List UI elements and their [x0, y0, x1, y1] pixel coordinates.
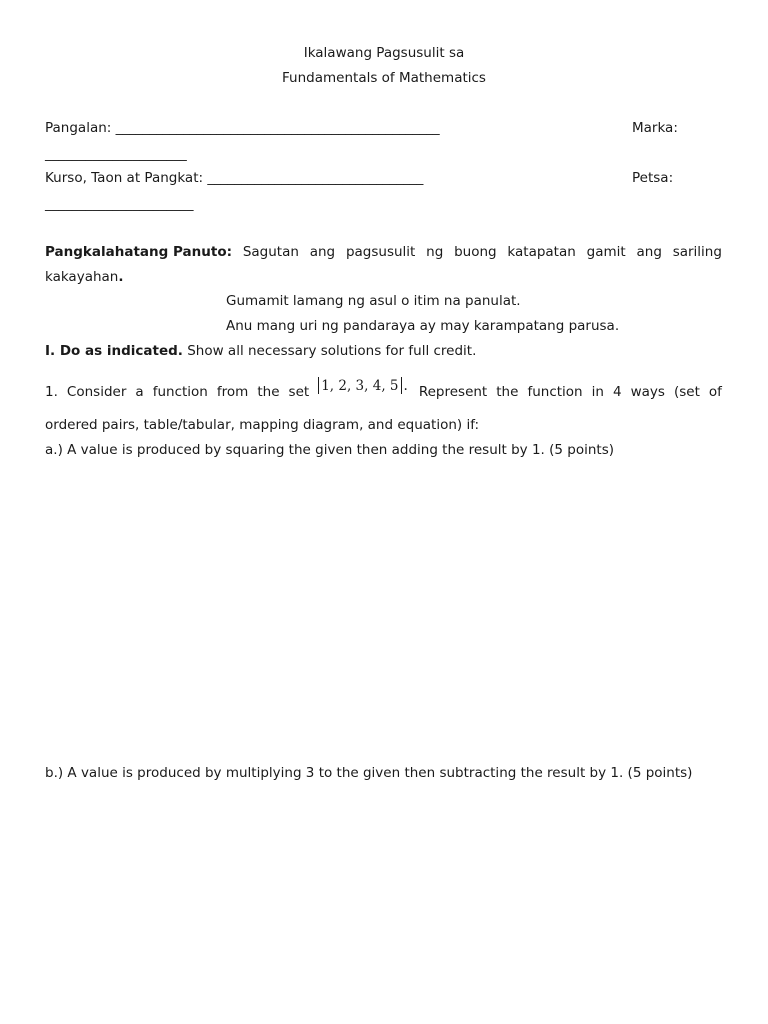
exam-title-line1: Ikalawang Pagsusulit sa [303, 45, 465, 61]
question1-line2: ordered pairs, table/tabular, mapping diagram, and equation) if: [45, 417, 480, 433]
instructions-word: sariling [672, 244, 722, 260]
instructions-word: ng [426, 244, 444, 260]
instructions-word: ang [309, 244, 336, 260]
section-title: I. Do as indicated. [45, 343, 183, 359]
instructions-heading: Pangkalahatang Panuto: [45, 244, 232, 260]
instructions-line2-text: kakayahan [45, 269, 119, 285]
question1-word: ways [630, 384, 665, 400]
set-notation [318, 377, 410, 401]
instruction-rule-2: Anu mang uri ng pandaraya ay may karampatang parusa. [226, 318, 620, 334]
instructions-word: pagsusulit [345, 244, 416, 260]
question1-part-a: a.) A value is produced by squaring the given then adding the result by 1. (5 points) [45, 442, 615, 458]
instructions-line1 [45, 244, 722, 260]
score-label: Marka: [632, 120, 678, 136]
section-instruction: Show all necessary solutions for full credit. [182, 343, 477, 359]
question1-word: Consider [66, 384, 127, 400]
instructions-word: Sagutan [242, 244, 299, 260]
question1-word: set [288, 384, 310, 400]
instructions-line2 [45, 269, 124, 285]
question1-word: (set [673, 384, 700, 400]
question1-word: a [135, 384, 144, 400]
question1-word: of [708, 384, 722, 400]
instructions-word: gamit [586, 244, 626, 260]
name-field: Pangalan: ________________________________________________ [45, 120, 440, 136]
instructions-word: ang [636, 244, 662, 260]
exam-title-line2: Fundamentals of Mathematics [282, 70, 486, 86]
question1-word: 1. [45, 384, 58, 400]
question1-word: the [496, 384, 519, 400]
question1-word: in [591, 384, 604, 400]
course-field: Kurso, Taon at Pangkat: ________________________________ [45, 170, 424, 186]
instructions-word: buong [454, 244, 497, 260]
question1-part-b: b.) A value is produced by multiplying 3 to the given then subtracting the result by 1. (5 points) [45, 765, 693, 781]
set-period: . [403, 377, 408, 394]
question1-word: function [152, 384, 208, 400]
instructions-line2-period: . [118, 269, 124, 285]
score-line: _____________________ [45, 146, 187, 162]
question1-line1 [45, 377, 722, 401]
set-elements: 1, 2, 3, 4, 5 [321, 377, 399, 394]
section-heading [45, 343, 476, 359]
date-line: ______________________ [45, 196, 194, 212]
instruction-rule-1: Gumamit lamang ng asul o itim na panulat. [226, 293, 521, 309]
date-label: Petsa: [632, 170, 674, 186]
instructions-word: katapatan [507, 244, 576, 260]
question1-word: 4 [612, 384, 622, 400]
question1-word: Represent [418, 384, 488, 400]
question1-word: from [216, 384, 249, 400]
question1-word: function [527, 384, 583, 400]
question1-word: the [257, 384, 280, 400]
